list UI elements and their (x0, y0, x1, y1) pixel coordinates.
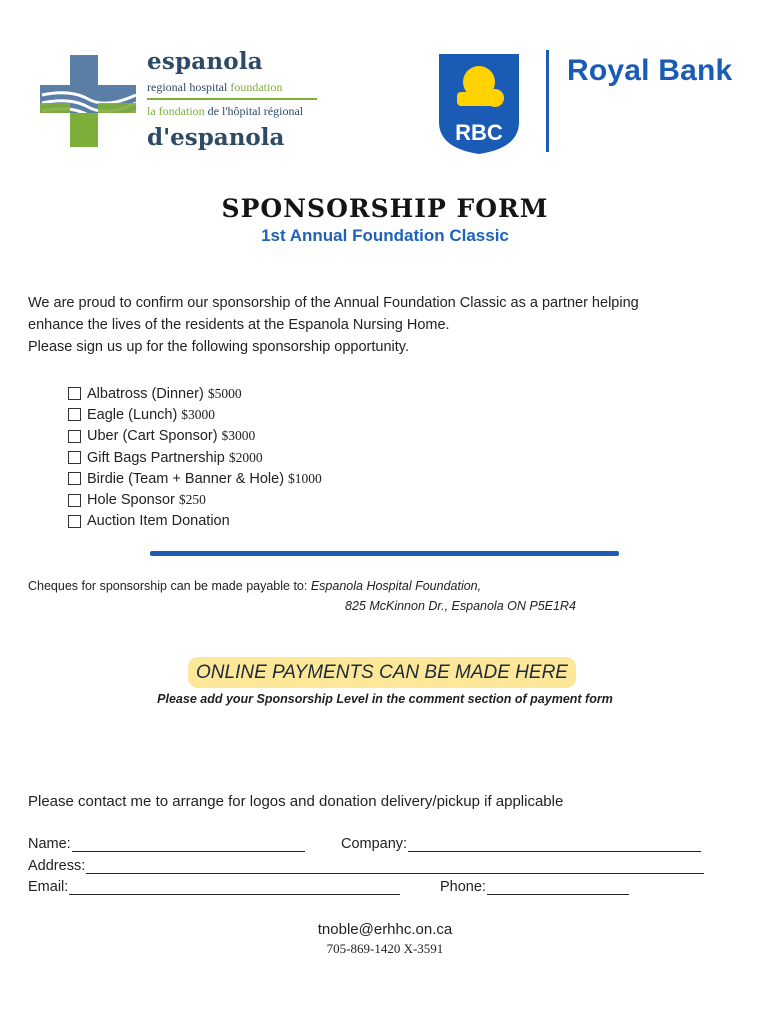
foundation-name: espanola (147, 48, 263, 75)
checkbox-eagle[interactable] (68, 408, 81, 421)
checkbox-gift-bags[interactable] (68, 451, 81, 464)
intro-line: We are proud to confirm our sponsorship of the Annual Foundation Classic as a partner helping (28, 295, 639, 311)
phone-field: Phone: (440, 879, 629, 895)
option-birdie: Birdie (Team + Banner & Hole) $1000 (68, 468, 322, 489)
intro-line: Please sign us up for the following sponsorship opportunity. (28, 339, 409, 355)
sponsorship-options (68, 383, 322, 532)
rbc-divider (546, 50, 549, 152)
rbc-shield-icon (433, 52, 525, 156)
intro-paragraph (28, 292, 748, 358)
cheque-info: Cheques for sponsorship can be made payable to: Espanola Hospital Foundation, (28, 579, 482, 593)
foundation-name-fr: d'espanola (147, 124, 285, 151)
foundation-cross-icon (40, 55, 136, 147)
foundation-subtitle-fr: la fondation de l'hôpital régional (147, 104, 304, 118)
company-input[interactable] (408, 837, 701, 852)
rbc-shield-text: RBC (455, 120, 503, 145)
foundation-divider (147, 98, 317, 100)
phone-input[interactable] (487, 880, 629, 895)
checkbox-uber[interactable] (68, 430, 81, 443)
address-input[interactable] (86, 859, 704, 874)
checkbox-birdie[interactable] (68, 472, 81, 485)
page-subtitle: 1st Annual Foundation Classic (261, 226, 509, 245)
option-uber: Uber (Cart Sponsor) $3000 (68, 426, 322, 447)
foundation-subtitle-en: regional hospital foundation (147, 80, 283, 94)
rbc-name: Royal Bank (567, 54, 733, 87)
option-auction: Auction Item Donation (68, 511, 322, 532)
page-title: SPONSORSHIP FORM (221, 194, 549, 223)
email-input[interactable] (69, 880, 400, 895)
name-field: Name: (28, 836, 305, 852)
checkbox-hole-sponsor[interactable] (68, 494, 81, 507)
checkbox-auction[interactable] (68, 515, 81, 528)
email-field: Email: (28, 879, 400, 895)
name-input[interactable] (72, 837, 305, 852)
company-field: Company: (341, 836, 701, 852)
address-field: Address: (28, 858, 704, 874)
option-hole-sponsor: Hole Sponsor $250 (68, 489, 322, 510)
contact-phone: 705-869-1420 X-3591 (326, 941, 444, 956)
online-payments-note: Please add your Sponsorship Level in the comment section of payment form (157, 692, 613, 706)
cheque-address: 825 McKinnon Dr., Espanola ON P5E1R4 (345, 599, 576, 613)
online-payments-link[interactable]: ONLINE PAYMENTS CAN BE MADE HERE (188, 657, 576, 688)
contact-email[interactable]: tnoble@erhhc.on.ca (317, 921, 453, 938)
option-eagle: Eagle (Lunch) $3000 (68, 404, 322, 425)
option-albatross: Albatross (Dinner) $5000 (68, 383, 322, 404)
intro-line: enhance the lives of the residents at the Espanola Nursing Home. (28, 317, 450, 333)
option-gift-bags: Gift Bags Partnership $2000 (68, 447, 322, 468)
contact-prompt: Please contact me to arrange for logos and donation delivery/pickup if applicable (28, 793, 564, 810)
checkbox-albatross[interactable] (68, 387, 81, 400)
section-divider (150, 551, 619, 556)
